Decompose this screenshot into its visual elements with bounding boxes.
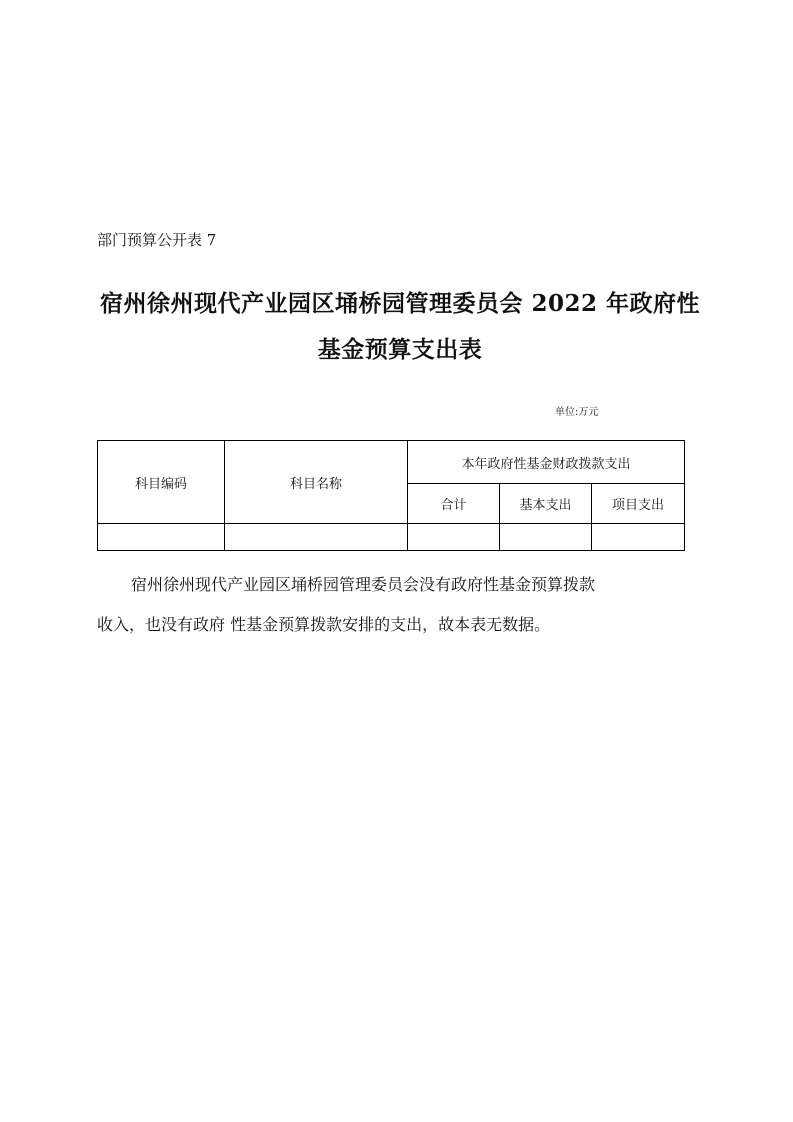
document-label: 部门预算公开表 7	[97, 231, 217, 249]
table-cell	[225, 524, 408, 551]
table-cell	[408, 524, 500, 551]
table-header-row	[98, 441, 685, 484]
budget-table	[97, 440, 685, 551]
table-row	[98, 524, 685, 551]
note-paragraph-line-2: 收入，也没有政府 性基金预算拨款安排的支出，故本表无数据。	[97, 615, 551, 634]
page-title-line-2: 基金预算支出表	[317, 336, 483, 363]
unit-label: 单位:万元	[555, 407, 599, 418]
note-paragraph-line-1: 宿州徐州现代产业园区埇桥园管理委员会没有政府性基金预算拨款	[131, 575, 596, 594]
header-basic-expenditure: 基本支出	[500, 484, 592, 524]
table-cell	[98, 524, 225, 551]
header-subject-name: 科目名称	[225, 441, 408, 524]
header-project-expenditure: 项目支出	[592, 484, 685, 524]
table-cell	[592, 524, 685, 551]
header-total: 合计	[408, 484, 500, 524]
table-cell	[500, 524, 592, 551]
header-subject-code: 科目编码	[98, 441, 225, 524]
page-title-line-1: 宿州徐州现代产业园区埇桥园管理委员会 2022 年政府性	[99, 290, 701, 317]
header-expenditure-group: 本年政府性基金财政拨款支出	[408, 441, 685, 484]
